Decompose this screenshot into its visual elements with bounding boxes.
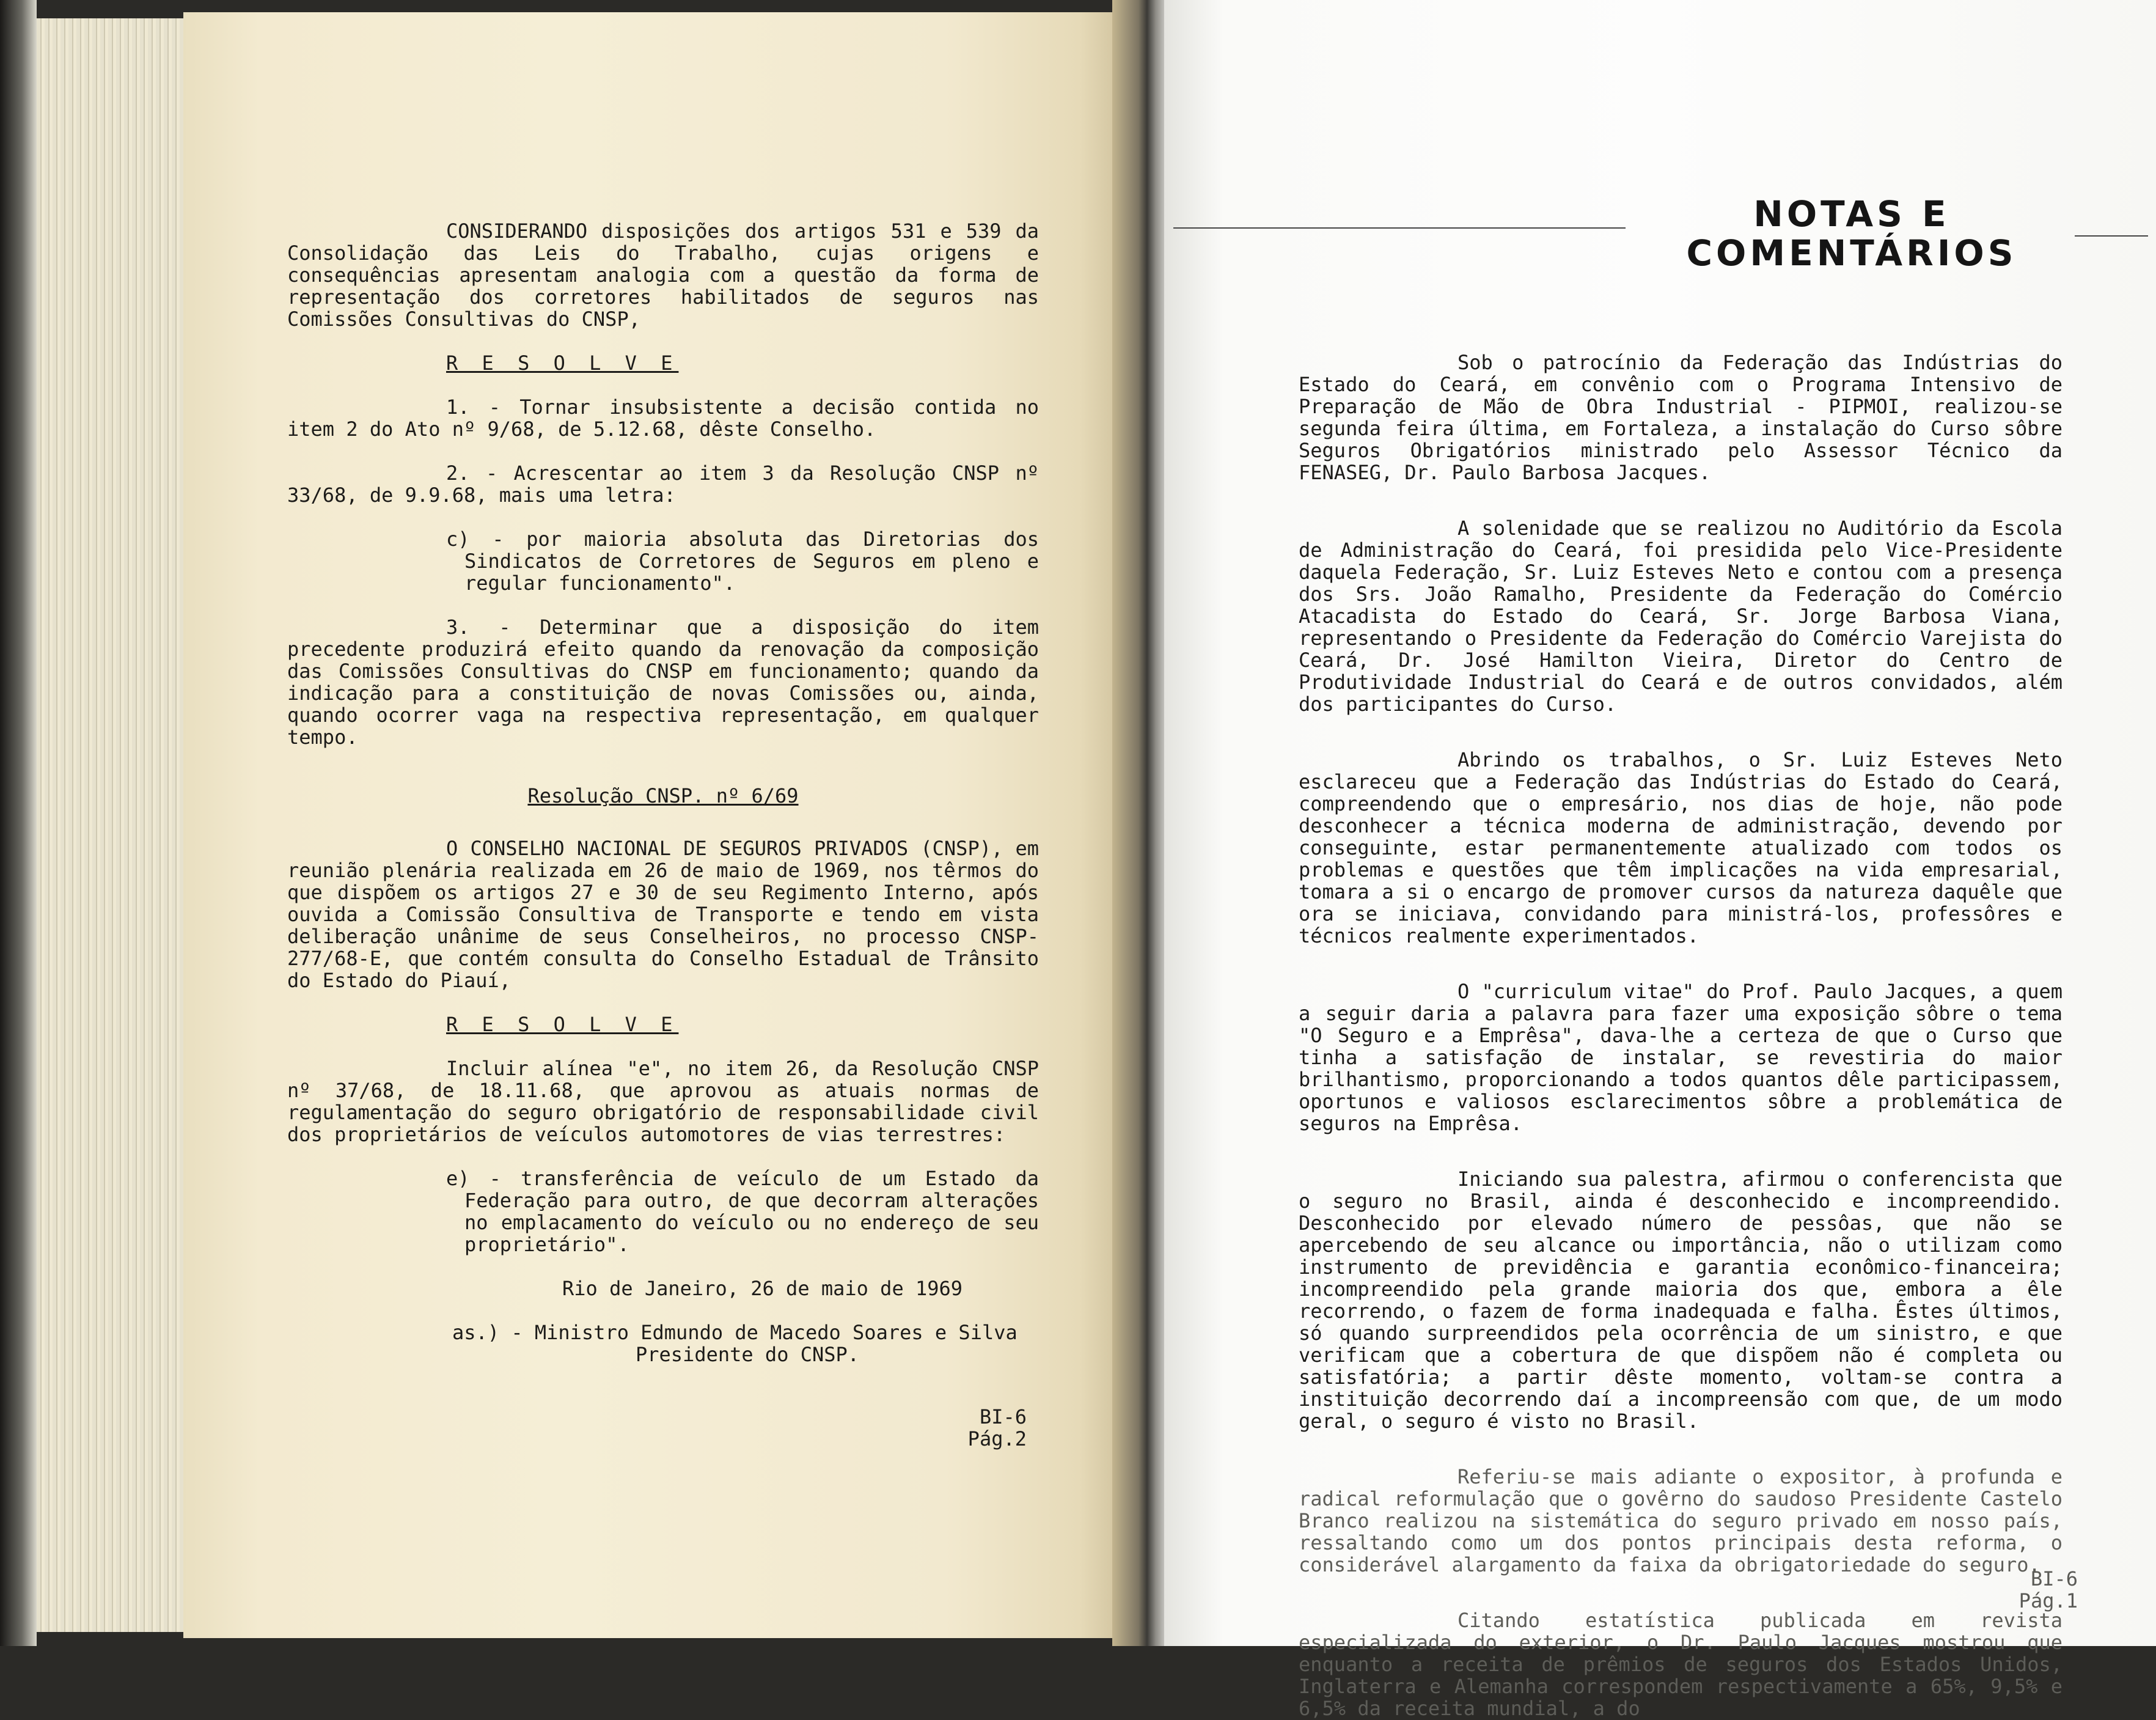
right-page-number: Pág.1 [2019, 1589, 2078, 1612]
right-page-code: BI-6 [2030, 1567, 2078, 1590]
right-page-content [1299, 351, 2062, 1719]
section-title [1638, 194, 2066, 273]
resolve-heading-2: R E S O L V E [446, 1013, 679, 1036]
item-2: 2. - Acrescentar ao item 3 da Resolução CNSP nº 33/68, de 9.9.68, mais uma letra: [287, 461, 1039, 507]
title-rule-right [2075, 235, 2148, 237]
place-date: Rio de Janeiro, 26 de maio de 1969 [562, 1277, 963, 1300]
signature-line: as.) - Ministro Edmundo de Macedo Soares e Silva [452, 1321, 1018, 1344]
book-gutter [1112, 0, 1170, 1646]
resolution-title: Resolução CNSP. nº 6/69 [527, 784, 799, 807]
right-page-ref [2004, 1568, 2078, 1612]
item-e: e) - transferência de veículo de um Estado da Federação para outro, de que decorram alterações no emplacamento do veículo ou no endereço de seu proprietário". [446, 1167, 1039, 1256]
notes-paragraph-3: Abrindo os trabalhos, o Sr. Luiz Esteves Neto esclareceu que a Federação das Indústrias do Estado do Ceará, compreendendo que o empresário, nos dias de hoje, não pode desconhecer a técnica moderna de administração, devendo por conseguinte, estar permanentemente atualizado com todos os problemas e questões que têm implicações na vida empresarial, tomara a si o encargo de promover cursos da natureza daquêle que ora se iniciava, convidando para ministrá-los, professôres e técnicos realmente experimentados. [1299, 748, 2062, 947]
resolve-heading: R E S O L V E [446, 351, 679, 375]
item-1: 1. - Tornar insubsistente a decisão contida no item 2 do Ato nº 9/68, de 5.12.68, dêste Conselho. [287, 395, 1039, 441]
title-rule-left [1173, 227, 1626, 229]
incluir-paragraph: Incluir alínea "e", no item 26, da Resolução CNSP nº 37/68, de 18.11.68, que aprovou as atuais normas de regulamentação do seguro obrigatório de responsabilidade civil dos proprietários de veículos automotores de vias terrestres: [287, 1057, 1039, 1146]
notes-paragraph-2: A solenidade que se realizou no Auditório da Escola de Administração do Ceará, foi presidida pelo Vice-Presidente daquela Federação, Sr. Luiz Esteves Neto e contou com a presença dos Srs. João Ramalho, Presidente da Federação do Comércio Atacadista do Estado do Ceará, Sr. Jorge Barbosa Viana, representando o Presidente da Federação do Comércio Varejista do Ceará, Dr. José Hamilton Vieira, Diretor do Centro de Produtividade Industrial do Ceará e de outros convidados, além dos participantes do Curso. [1299, 516, 2062, 716]
item-c: c) - por maioria absoluta das Diretorias dos Sindicatos de Corretores de Seguros em pleno e regular funcionamento". [446, 527, 1039, 595]
signature-title: Presidente do CNSP. [636, 1343, 860, 1366]
book-edge [0, 0, 37, 1646]
conselho-paragraph: O CONSELHO NACIONAL DE SEGUROS PRIVADOS (CNSP), em reunião plenária realizada em 26 de maio de 1969, nos têrmos do que dispõem os artigos 27 e 30 de seu Regimento Interno, após ouvida a Comissão Consultiva de Transporte e tendo em vista deliberação unânime de seus Conselheiros, no processo CNSP-277/68-E, que contém consulta do Conselho Estadual de Trânsito do Estado do Piauí, [287, 837, 1039, 992]
notes-paragraph-7: Citando estatística publicada em revista especializada do exterior, o Dr. Paulo Jacques mostrou que enquanto a receita de prêmios de seguros dos Estados Unidos, Inglaterra e Alemanha correspondem respectivamente a 65%, 9,5% e 6,5% da receita mundial, a do [1299, 1609, 2062, 1720]
considerando-paragraph: CONSIDERANDO disposições dos artigos 531 e 539 da Consolidação das Leis do Trabalho, cujas origens e consequências apresentam analogia com a questão da forma de representação dos corretores habilitados de seguros nas Comissões Consultivas do CNSP, [287, 219, 1039, 331]
title-line-2: COMENTÁRIOS [1686, 232, 2017, 274]
notes-paragraph-1: Sob o patrocínio da Federação das Indústrias do Estado do Ceará, em convênio com o Programa Intensivo de Preparação de Mão de Obra Industrial - PIPMOI, realizou-se segunda feira última, em Fortaleza, a instalação do Curso sôbre Seguros Obrigatórios ministrado pelo Assessor Técnico da FENASEG, Dr. Paulo Barbosa Jacques. [1299, 351, 2062, 484]
notes-paragraph-4: O "curriculum vitae" do Prof. Paulo Jacques, a quem a seguir daria a palavra para fazer uma exposição sôbre o tema "O Seguro e a Emprêsa", dava-lhe a certeza de que o Curso que tinha a satisfação de instalar, se revestiria do maior brilhantismo, proporcionando a todos quantos dêle participassem, oportunos e valiosos esclarecimentos sôbre a problemática de seguros na Emprêsa. [1299, 980, 2062, 1135]
title-line-1: NOTAS E [1753, 193, 1950, 235]
left-page-number: Pág.2 [967, 1427, 1027, 1450]
notes-paragraph-6: Referiu-se mais adiante o expositor, à profunda e radical reformulação que o govêrno do saudoso Presidente Castelo Branco realizou na sistemática do seguro privado em nosso país, ressaltando como um dos pontos principais desta reforma, o considerável alargamento da faixa da obrigatoriedade do seguro. [1299, 1465, 2062, 1576]
left-page-code: BI-6 [979, 1405, 1027, 1428]
notes-paragraph-5: Iniciando sua palestra, afirmou o conferencista que o seguro no Brasil, ainda é desconhecido e incompreendido. Desconhecido por elevado número de pessôas, que não se apercebendo de seu alcance ou importância, não o utilizam como instrumento de previdência e garantia econômico-financeira; incompreendido pela grande maioria dos que, embora a êle recorrendo, o fazem de forma inadequada e falha. Êstes últimos, só quando surpreendidos pela ocorrência de um sinistro, e que verificam que a cobertura de que dispõem não é completa ou satisfatória; a partir dêste momento, voltam-se contra a instituição decorrendo daí a incompreensão com que, de um modo geral, o seguro é visto no Brasil. [1299, 1167, 2062, 1433]
left-page-ref [929, 1406, 1027, 1450]
page-stack [37, 18, 208, 1632]
left-page-content [287, 220, 1039, 1365]
item-3: 3. - Determinar que a disposição do item precedente produzirá efeito quando da renovação da composição das Comissões Consultivas do CNSP em funcionamento; quando da indicação para a constituição de novas Comissões ou, ainda, quando ocorrer vaga na respectiva representação, em qualquer tempo. [287, 616, 1039, 749]
